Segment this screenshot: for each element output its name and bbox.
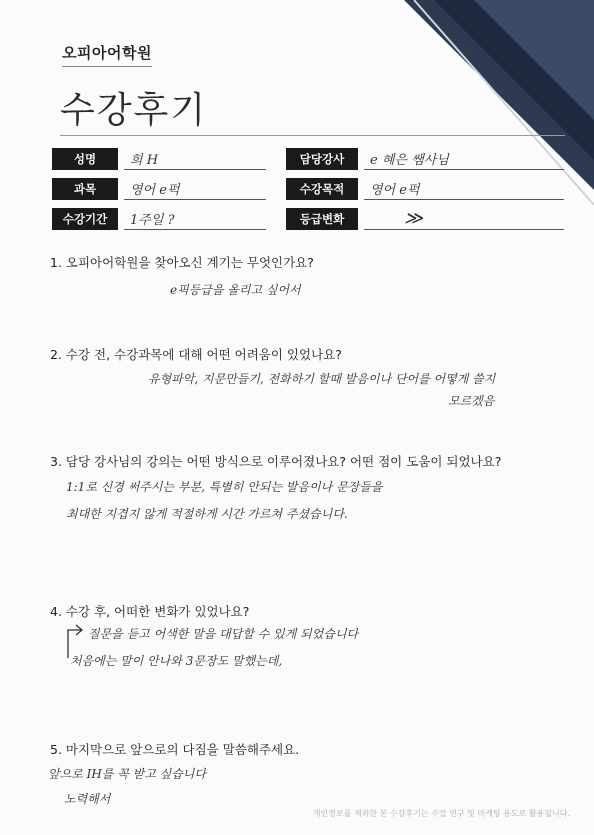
subject-field[interactable]: 영어 e퍽 [124,178,266,200]
teacher-field[interactable]: e 혜은 쌤사님 [364,148,564,170]
period-field[interactable]: 1주일 ? [124,208,266,230]
academy-name: 오피아어학원 [62,44,152,62]
academy-underline [62,66,152,67]
title-divider [60,135,565,136]
answer-5-line-2: 노력해서 [64,792,111,806]
answer-4-line-2: 처음에는 말이 안나와 3문장도 말했는데, [70,654,283,668]
page-title: 수강후기 [60,90,208,131]
question-3: 3. 담당 강사님의 강의는 어떤 방식으로 이루어졌나요? 어떤 점이 도움이 되었나요? [50,454,502,469]
answer-2-line-1: 유형파악, 지문만들기, 전화하기 할때 발음이나 단어를 어떻게 쓸지 [148,372,496,386]
row-subject [52,178,262,200]
question-2: 2. 수강 전, 수강과목에 대해 어떤 어려움이 있었나요? [50,347,342,362]
name-label: 성명 [52,148,118,170]
question-1: 1. 오피아어학원을 찾아오신 계기는 무엇인가요? [50,255,314,270]
row-grade [286,208,566,230]
footer-note: 개인정보를 제외한 본 수강후기는 수업 연구 및 마케팅 용도로 활용됩니다. [312,809,570,818]
answer-4-line-1: 질문을 듣고 어색한 말을 대답할 수 있게 되었습니다 [88,627,359,641]
purpose-label: 수강목적 [286,178,358,200]
grade-label: 등급변화 [286,208,358,230]
purpose-field[interactable]: 영어 e퍽 [364,178,564,200]
teacher-label: 담당강사 [286,148,358,170]
grade-field[interactable]: ≫ [364,208,564,230]
question-4: 4. 수강 후, 어떠한 변화가 있었나요? [50,604,250,619]
answer-5-line-1: 앞으로 IH를 꼭 받고 싶습니다 [48,767,206,781]
period-label: 수강기간 [52,208,118,230]
answer-3-line-1: 1:1로 신경 써주시는 부분, 특별히 안되는 발음이나 문장들을 [66,480,383,494]
row-period [52,208,262,230]
question-5: 5. 마지막으로 앞으로의 다짐을 말씀해주세요. [50,742,300,757]
answer-1-line-1: e픽등급을 올리고 싶어서 [170,283,301,297]
row-purpose [286,178,566,200]
subject-label: 과목 [52,178,118,200]
name-field[interactable]: 희 H [124,148,266,170]
row-teacher [286,148,566,170]
answer-3-line-2: 최대한 지겹지 않게 적절하게 시간 가르쳐 주셨습니다. [66,507,348,521]
answer-2-line-2: 모르겠음 [448,394,495,408]
row-name [52,148,262,170]
